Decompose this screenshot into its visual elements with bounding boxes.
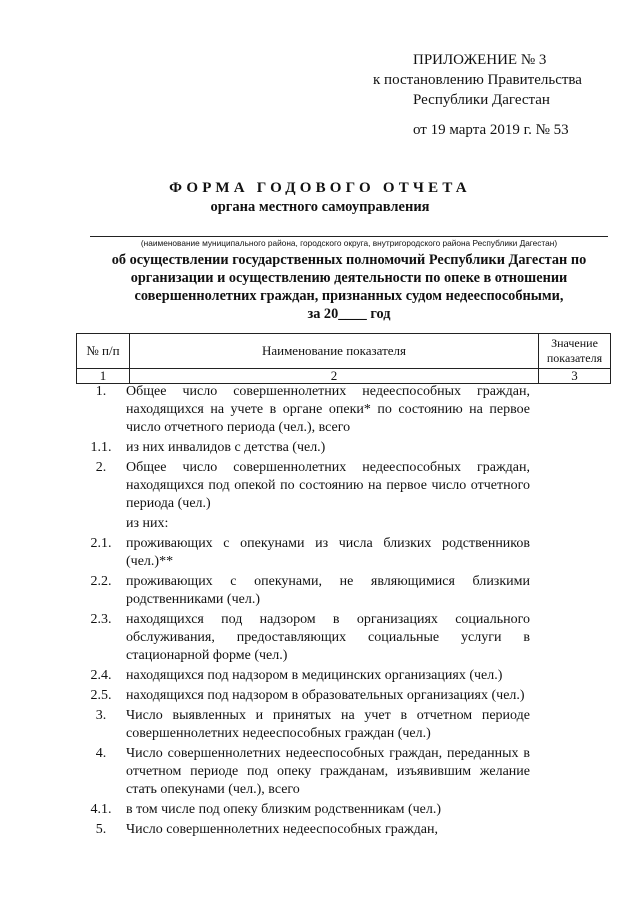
- report-heading: [90, 251, 608, 323]
- column-number: 1: [77, 369, 130, 384]
- column-number: 3: [539, 369, 611, 384]
- list-item: [76, 573, 611, 609]
- item-number: 2.1.: [90, 536, 112, 551]
- list-item: [76, 439, 611, 457]
- item-number: 3.: [95, 708, 107, 723]
- item-text: проживающих с опекунами, не являющимися близкими родственниками (чел.): [126, 574, 530, 607]
- list-item: [76, 687, 611, 705]
- appendix-line: к постановлению Правительства: [373, 72, 582, 88]
- item-text: из них инвалидов с детства (чел.): [126, 440, 326, 455]
- item-text: находящихся под надзором в организациях социального обслуживания, предоставляющих социальные услуги в стационарной форме (чел.): [126, 612, 530, 663]
- heading-line: организации и осуществлению деятельности по опеке в отношении: [130, 270, 568, 286]
- heading-line: об осуществлении государственных полномочий Республики Дагестан по: [111, 252, 587, 268]
- form-title: ФОРМА ГОДОВОГО ОТЧЕТА: [169, 180, 471, 196]
- blank-line: [90, 236, 608, 237]
- column-number: 2: [130, 369, 539, 384]
- item-text: из них:: [126, 516, 169, 531]
- item-text: находящихся под надзором в медицинских организациях (чел.): [126, 668, 503, 683]
- item-number: 2.5.: [90, 688, 112, 703]
- list-item: [76, 515, 611, 533]
- item-text: Число совершеннолетних недееспособных граждан,: [126, 822, 439, 837]
- indicator-list: [76, 383, 611, 841]
- item-number: 2.2.: [90, 574, 112, 589]
- list-item: [76, 459, 611, 513]
- item-text: Число выявленных и принятых на учет в отчетном периоде совершеннолетних недееспособных граждан (чел.): [126, 708, 530, 741]
- appendix-date: от 19 марта 2019 г. № 53: [413, 122, 569, 138]
- item-text: проживающих с опекунами из числа близких родственников (чел.)**: [126, 536, 530, 569]
- blank-line-note: (наименование муниципального района, городского округа, внутригородского района Республики Дагестан): [140, 238, 558, 248]
- item-text: Общее число совершеннолетних недееспособных граждан, находящихся под опекой по состоянию на первое число отчетного периода (чел.): [126, 460, 530, 511]
- column-header-value: Значение показателя: [539, 334, 611, 369]
- appendix-line: Республики Дагестан: [413, 92, 550, 108]
- column-header-number: № п/п: [77, 334, 130, 369]
- heading-line: за 20____ год: [307, 306, 391, 322]
- column-header-name: Наименование показателя: [130, 334, 539, 369]
- item-number: 2.3.: [90, 612, 112, 627]
- item-number: 4.1.: [90, 802, 112, 817]
- item-number: 2.: [95, 460, 107, 475]
- item-number: 1.: [95, 384, 107, 399]
- form-subtitle: органа местного самоуправления: [210, 199, 430, 215]
- item-text: в том числе под опеку близким родственникам (чел.): [126, 802, 442, 817]
- item-number: 1.1.: [90, 440, 112, 455]
- list-item: [76, 821, 611, 839]
- list-item: [76, 707, 611, 743]
- appendix-title: ПРИЛОЖЕНИЕ № 3: [413, 52, 547, 68]
- list-item: [76, 383, 611, 437]
- item-number: 4.: [95, 746, 107, 761]
- list-item: [76, 611, 611, 665]
- list-item: [76, 745, 611, 799]
- item-number: 2.4.: [90, 668, 112, 683]
- item-text: находящихся под надзором в образовательных организациях (чел.): [126, 688, 525, 703]
- appendix-block: [340, 50, 600, 140]
- table-numbering-row: [77, 369, 611, 384]
- item-number: [76, 515, 126, 533]
- heading-line: совершеннолетних граждан, признанных судом недееспособными,: [134, 288, 564, 304]
- list-item: [76, 667, 611, 685]
- table-header: [76, 333, 611, 384]
- item-text: Число совершеннолетних недееспособных граждан, переданных в отчетном периоде под опеку гражданам, изъявившим желание стать опекунами (чел.), всего: [126, 746, 530, 797]
- list-item: [76, 535, 611, 571]
- item-text: Общее число совершеннолетних недееспособных граждан, находящихся на учете в органе опеки* по состоянию на первое число отчетного периода (чел.), всего: [126, 384, 530, 435]
- item-number: 5.: [95, 822, 107, 837]
- table-header-row: [77, 334, 611, 369]
- list-item: [76, 801, 611, 819]
